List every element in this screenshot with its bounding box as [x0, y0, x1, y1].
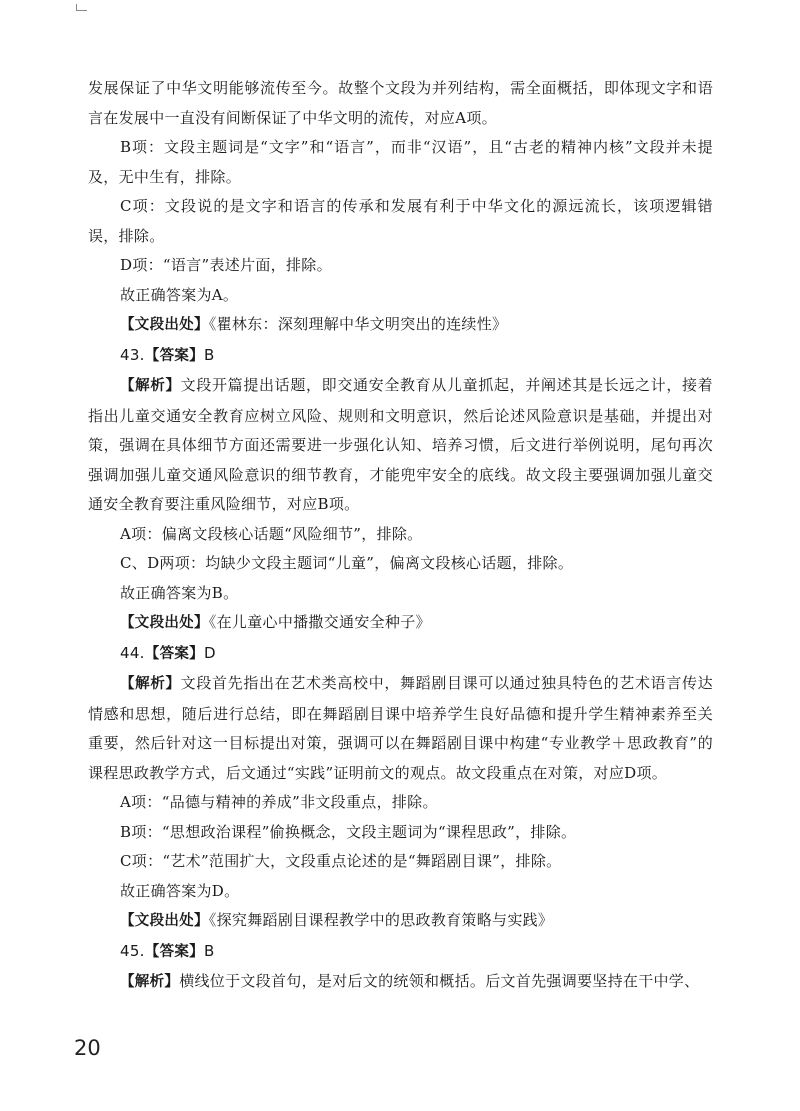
- analysis-text: 文段开篇提出话题，即交通安全教育从儿童抓起，并阐述其是长远之计，接着指出儿童交通安全教育应树立风险、规则和文明意识，然后论述风险意识是基础，并提出对策，强调在具体细节方面还需要进一步强化认知、培养习惯，后文进行举例说明，尾句再次强调加强儿童交通风险意识的细节教育，才能兜牢安全的底线。故文段主要强调加强儿童交通安全教育要注重风险细节，对应B项。: [88, 376, 713, 513]
- paragraph-conclusion: 故正确答案为D。: [120, 881, 240, 900]
- analysis-text: 文段首先指出在艺术类高校中，舞蹈剧目课可以通过独具特色的艺术语言传达情感和思想，随后进行总结，即在舞蹈剧目课中培养学生良好品德和提升学生精神素养至关重要，然后针对这一目标提出对策，强调可以在舞蹈剧目课中构建“专业教学＋思政教育”的课程思政教学方式，后文通过“实践”证明前文的观点。故文段重点在对策，对应D项。: [88, 674, 713, 782]
- paragraph-option-a: A项：“品德与精神的养成”非文段重点，排除。: [120, 793, 438, 811]
- paragraph-option-b: B项：文段主题词是“文字”和“语言”，而非“汉语”，且“古老的精神内核”文段并未提及，无中生有，排除。: [88, 138, 713, 186]
- analysis-label: 【解析】: [120, 676, 181, 692]
- source-text: 《探究舞蹈剧目课程教学中的思政教育策略与实践》: [208, 911, 554, 929]
- answer-label: 【答案】: [144, 347, 204, 364]
- question-number: 44.: [120, 643, 145, 662]
- answer-explanation-body: [88, 74, 713, 998]
- answer-value: B: [203, 345, 215, 364]
- answer-line-45: [88, 937, 713, 968]
- scan-corner-mark: [76, 4, 87, 11]
- paragraph-source: [88, 310, 713, 341]
- answer-line-44: [88, 639, 713, 670]
- answer-value: B: [203, 941, 215, 960]
- source-label: 【文段出处】: [120, 913, 209, 929]
- paragraph-option-a: A项：偏离文段核心话题“风险细节”，排除。: [120, 524, 423, 543]
- paragraph-source: [88, 906, 713, 937]
- question-number: 43.: [120, 345, 145, 364]
- paragraph-option-b: B项：“思想政治课程”偷换概念，文段主题词为“课程思政”，排除。: [120, 822, 577, 841]
- analysis-text: 横线位于文段首句，是对后文的统领和概括。后文首先强调要坚持在干中学、: [179, 972, 700, 990]
- source-label: 【文段出处】: [120, 317, 209, 333]
- paragraph-conclusion: 故正确答案为B。: [120, 583, 239, 602]
- paragraph-conclusion: 故正确答案为A。: [120, 285, 239, 304]
- analysis-label: 【解析】: [120, 974, 180, 990]
- paragraph-option-d: D项：“语言”表述片面，排除。: [120, 256, 332, 274]
- paragraph-option-c: C项：文段说的是文字和语言的传承和发展有利于中华文化的源远流长，该项逻辑错误，排除。: [88, 197, 713, 245]
- paragraph-option-cd: C、D两项：均缺少文段主题词“儿童”，偏离文段核心话题，排除。: [120, 554, 574, 572]
- answer-value: D: [203, 643, 216, 662]
- answer-label: 【答案】: [144, 943, 204, 960]
- analysis-label: 【解析】: [120, 378, 181, 394]
- paragraph-option-c: C项：“艺术”范围扩大，文段重点论述的是“舞蹈剧目课”，排除。: [120, 852, 562, 870]
- answer-line-43: [88, 341, 713, 372]
- paragraph-continuation: 发展保证了中华文明能够流传至今。故整个文段为并列结构，需全面概括，即体现文字和语言在发展中一直没有间断保证了中华文明的流传，对应A项。: [88, 79, 713, 127]
- analysis-paragraph-44: [88, 669, 713, 788]
- analysis-paragraph-43: [88, 371, 713, 520]
- paragraph-source: [88, 608, 713, 639]
- source-text: 《瞿林东：深刻理解中华文明突出的连续性》: [208, 315, 508, 333]
- answer-label: 【答案】: [144, 645, 204, 662]
- question-number: 45.: [120, 941, 145, 960]
- source-label: 【文段出处】: [120, 615, 209, 631]
- page-number: 20: [74, 1036, 101, 1060]
- source-text: 《在儿童心中播撒交通安全种子》: [208, 613, 431, 631]
- analysis-paragraph-45: [88, 967, 713, 998]
